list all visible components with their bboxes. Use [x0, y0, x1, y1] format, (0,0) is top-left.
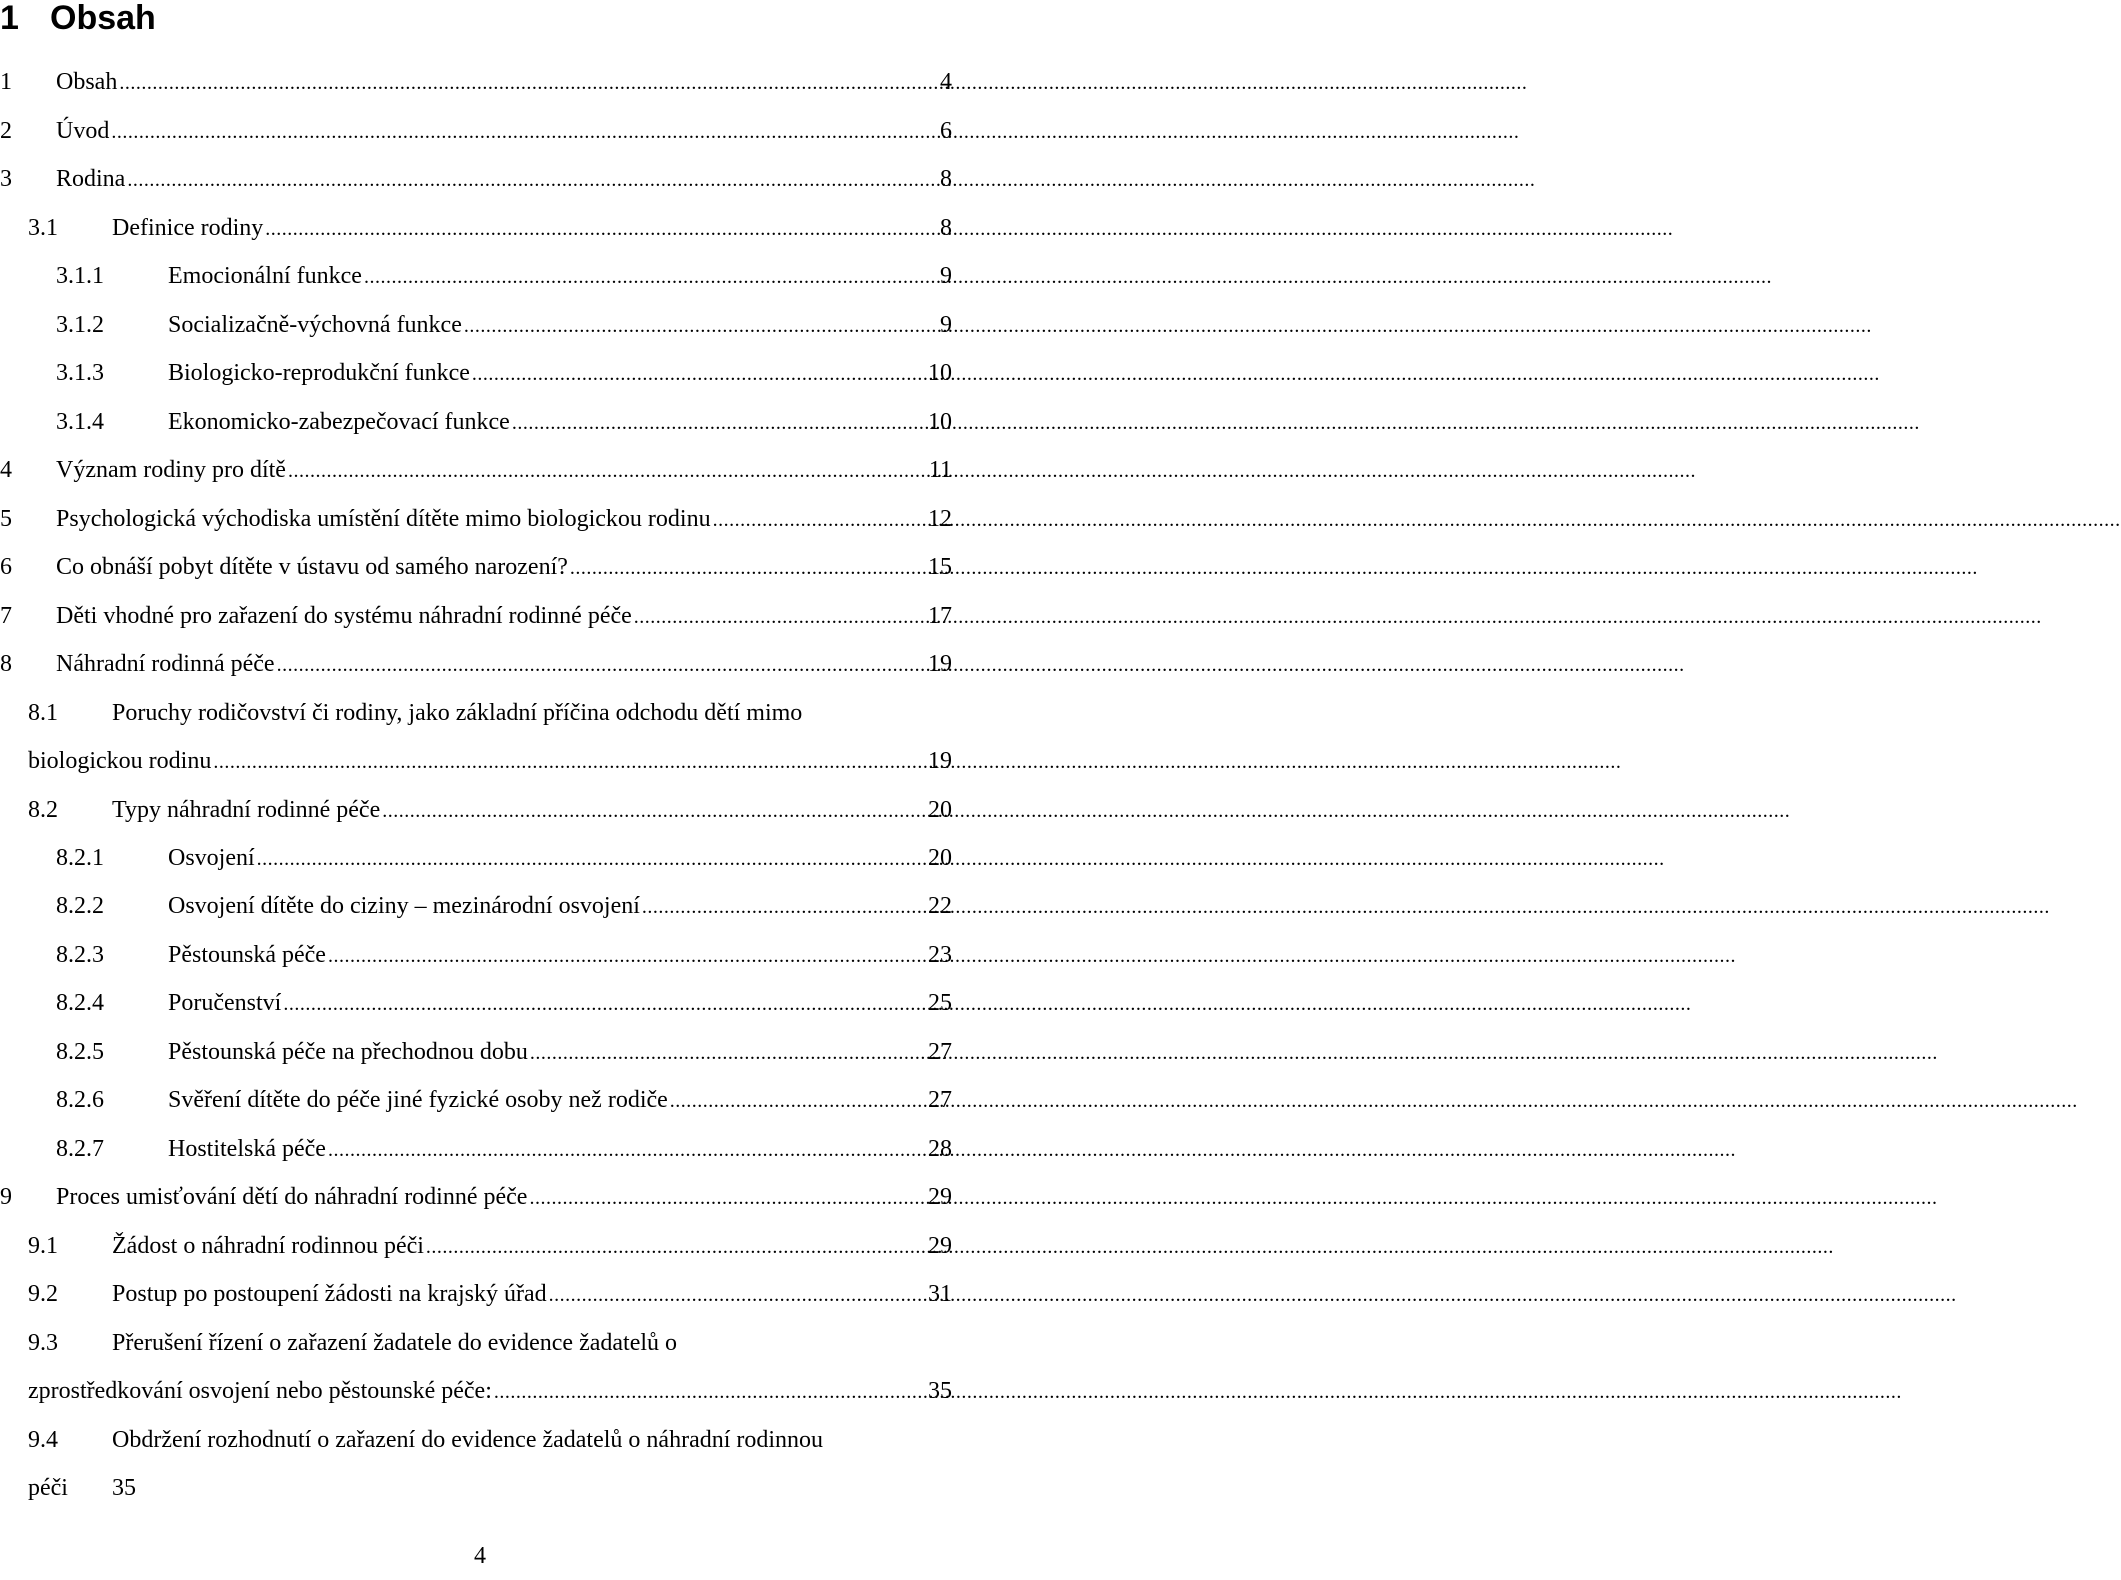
- toc-dot-leader: [283, 988, 926, 1020]
- toc-entry-number: 8.2.4: [56, 990, 104, 1016]
- toc-entry-number: 3.1.3: [56, 360, 104, 386]
- toc-dot-leader: [713, 504, 926, 536]
- toc-entry-page: 9: [940, 312, 952, 338]
- toc-entry[interactable]: [28, 1230, 952, 1262]
- toc-entry-number: 8.2.7: [56, 1136, 104, 1162]
- toc-entry-number: 8.2.1: [56, 845, 104, 871]
- toc-entry[interactable]: [0, 163, 952, 195]
- toc-entry[interactable]: [0, 1181, 952, 1213]
- toc-entry[interactable]: [0, 66, 952, 98]
- toc-entry[interactable]: [56, 890, 952, 922]
- toc-entry-page: 31: [928, 1281, 952, 1307]
- toc-entry[interactable]: [56, 309, 952, 341]
- toc-dot-leader: [570, 552, 926, 584]
- toc-entry-number: 3: [0, 166, 12, 192]
- toc-entry-title: Přerušení řízení o zařazení žadatele do evidence žadatelů o: [112, 1330, 678, 1356]
- toc-dot-leader: [257, 843, 926, 875]
- toc-entry[interactable]: [0, 503, 952, 535]
- toc-entry-title: Poručenství: [168, 990, 282, 1016]
- toc-entry-continuation[interactable]: [28, 1472, 136, 1504]
- toc-entry-page: 15: [928, 554, 952, 580]
- toc-entry-first-line[interactable]: [28, 1424, 823, 1456]
- toc-entry-page: 29: [928, 1184, 952, 1210]
- toc-entry-number: 9.4: [28, 1427, 58, 1453]
- toc-entry-title: Ekonomicko-zabezpečovací funkce: [168, 409, 510, 435]
- toc-dot-leader: [464, 310, 938, 342]
- toc-entry-number: 8.2.6: [56, 1087, 104, 1113]
- toc-entry-first-line[interactable]: [28, 1327, 677, 1359]
- toc-dot-leader: [382, 795, 926, 827]
- toc-entry-number: 9.1: [28, 1233, 58, 1259]
- toc-entry-page: 17: [928, 603, 952, 629]
- toc-heading: [0, 0, 156, 36]
- toc-entry-page: 35: [112, 1475, 136, 1501]
- toc-entry[interactable]: [56, 1133, 952, 1165]
- toc-entry-page: 20: [928, 797, 952, 823]
- toc-entry[interactable]: [56, 1036, 952, 1068]
- toc-heading-number: 1: [0, 0, 19, 37]
- toc-entry-title: Definice rodiny: [112, 215, 264, 241]
- toc-entry-title: Co obnáší pobyt dítěte v ústavu od samého narození?: [56, 554, 568, 580]
- toc-entry-page: 22: [928, 893, 952, 919]
- toc-entry-page: 35: [928, 1378, 952, 1404]
- toc-entry-number: 3.1: [28, 215, 58, 241]
- toc-entry-number: 5: [0, 506, 12, 532]
- toc-entry-number: 8.2.5: [56, 1039, 104, 1065]
- toc-entry[interactable]: [0, 115, 952, 147]
- toc-dot-leader: [328, 940, 926, 972]
- toc-dot-leader: [642, 891, 926, 923]
- toc-entry-title: Žádost o náhradní rodinnou péči: [112, 1233, 424, 1259]
- toc-entry-continuation[interactable]: [28, 745, 952, 777]
- toc-entry[interactable]: [56, 260, 952, 292]
- toc-entry-page: 27: [928, 1087, 952, 1113]
- toc-dot-leader: [328, 1134, 926, 1166]
- toc-dot-leader: [364, 261, 938, 293]
- toc-entry-number: 9.3: [28, 1330, 58, 1356]
- toc-entry-title: Pěstounská péče: [168, 942, 326, 968]
- toc-dot-leader: [127, 164, 938, 196]
- toc-entry-page: 8: [940, 166, 952, 192]
- toc-dot-leader: [426, 1231, 926, 1263]
- toc-entry-title: Obdržení rozhodnutí o zařazení do evidence žadatelů o náhradní rodinnou: [112, 1427, 824, 1453]
- toc-entry[interactable]: [0, 551, 952, 583]
- toc-entry-page: 29: [928, 1233, 952, 1259]
- toc-entry-title-continuation: biologickou rodinu: [28, 748, 212, 774]
- toc-dot-leader: [119, 67, 938, 99]
- toc-entry-number: 1: [0, 69, 12, 95]
- toc-dot-leader: [472, 358, 926, 390]
- toc-entry-page: 8: [940, 215, 952, 241]
- toc-entry-page: 11: [928, 457, 952, 483]
- toc-dot-leader: [111, 116, 938, 148]
- toc-entry-title: Typy náhradní rodinné péče: [112, 797, 381, 823]
- toc-entry-title: Pěstounská péče na přechodnou dobu: [168, 1039, 528, 1065]
- toc-entry-page: 4: [940, 69, 952, 95]
- toc-entry-page: 27: [928, 1039, 952, 1065]
- toc-entry-title: Emocionální funkce: [168, 263, 362, 289]
- toc-heading-title: Obsah: [50, 0, 156, 37]
- toc-dot-leader: [549, 1279, 926, 1311]
- toc-entry[interactable]: [56, 406, 952, 438]
- toc-entry-page: 10: [928, 409, 952, 435]
- toc-entry-number: 3.1.2: [56, 312, 104, 338]
- toc-entry-title: Rodina: [56, 166, 126, 192]
- toc-entry-page: 19: [928, 651, 952, 677]
- toc-entry[interactable]: [56, 939, 952, 971]
- toc-entry-title-continuation: zprostředkování osvojení nebo pěstounské péče:: [28, 1378, 492, 1404]
- toc-entry-number: 6: [0, 554, 12, 580]
- toc-dot-leader: [670, 1085, 926, 1117]
- toc-dot-leader: [634, 601, 926, 633]
- toc-entry-title: Osvojení: [168, 845, 255, 871]
- toc-entry-number: 8: [0, 651, 12, 677]
- toc-entry-title: Osvojení dítěte do ciziny – mezinárodní osvojení: [168, 893, 640, 919]
- toc-dot-leader: [265, 213, 938, 245]
- toc-entry-page: 10: [928, 360, 952, 386]
- toc-entry-page: 20: [928, 845, 952, 871]
- toc-entry-page: 12: [928, 506, 952, 532]
- toc-entry-page: 9: [940, 263, 952, 289]
- toc-entry[interactable]: [28, 794, 952, 826]
- toc-entry-number: 4: [0, 457, 12, 483]
- toc-entry-page: 28: [928, 1136, 952, 1162]
- toc-dot-leader: [213, 746, 926, 778]
- toc-entry[interactable]: [56, 357, 952, 389]
- toc-entry-title: Úvod: [56, 118, 110, 144]
- toc-dot-leader: [529, 1182, 926, 1214]
- toc-entry-number: 2: [0, 118, 12, 144]
- toc-entry-title: Postup po postoupení žádosti na krajský úřad: [112, 1281, 547, 1307]
- toc-entry[interactable]: [28, 212, 952, 244]
- toc-entry-number: 7: [0, 603, 12, 629]
- toc-dot-leader: [494, 1376, 926, 1408]
- toc-entry-title: Význam rodiny pro dítě: [56, 457, 286, 483]
- toc-entry-page: 25: [928, 990, 952, 1016]
- toc-entry-title-continuation: péči: [28, 1475, 68, 1501]
- toc-entry[interactable]: [56, 1084, 952, 1116]
- toc-entry-title: Děti vhodné pro zařazení do systému náhradní rodinné péče: [56, 603, 632, 629]
- toc-entry-number: 3.1.1: [56, 263, 104, 289]
- toc-entry-title: Svěření dítěte do péče jiné fyzické osoby než rodiče: [168, 1087, 668, 1113]
- toc-entry-title: Náhradní rodinná péče: [56, 651, 275, 677]
- toc-entry-page: 19: [928, 748, 952, 774]
- toc-entry[interactable]: [56, 987, 952, 1019]
- toc-entry-title: Psychologická východiska umístění dítěte mimo biologickou rodinu: [56, 506, 711, 532]
- toc-entry[interactable]: [0, 454, 952, 486]
- toc-entry-title: Proces umisťování dětí do náhradní rodinné péče: [56, 1184, 528, 1210]
- toc-entry-number: 8.2: [28, 797, 58, 823]
- toc-entry-title: Socializačně-výchovná funkce: [168, 312, 462, 338]
- toc-entry-number: 3.1.4: [56, 409, 104, 435]
- toc-entry[interactable]: [56, 842, 952, 874]
- toc-entry-continuation[interactable]: [28, 1375, 952, 1407]
- toc-entry-page: 6: [940, 118, 952, 144]
- toc-entry[interactable]: [0, 648, 952, 680]
- toc-entry-first-line[interactable]: [28, 697, 802, 729]
- toc-dot-leader: [530, 1037, 926, 1069]
- toc-entry-title: Hostitelská péče: [168, 1136, 326, 1162]
- toc-entry-number: 8.2.2: [56, 893, 104, 919]
- toc-entry-number: 9.2: [28, 1281, 58, 1307]
- toc-entry-title: Biologicko-reprodukční funkce: [168, 360, 470, 386]
- page-number: 4: [474, 1543, 486, 1569]
- toc-entry[interactable]: [0, 600, 952, 632]
- toc-dot-leader: [512, 407, 926, 439]
- toc-entry-page: 23: [928, 942, 952, 968]
- toc-entry-number: 8.1: [28, 700, 58, 726]
- toc-entry[interactable]: [28, 1278, 952, 1310]
- toc-entry-number: 8.2.3: [56, 942, 104, 968]
- toc-dot-leader: [288, 455, 927, 487]
- toc-entry-title: Obsah: [56, 69, 118, 95]
- toc-dot-leader: [277, 649, 926, 681]
- toc-entry-number: 9: [0, 1184, 12, 1210]
- toc-entry-title: Poruchy rodičovství či rodiny, jako základní příčina odchodu dětí mimo: [112, 700, 803, 726]
